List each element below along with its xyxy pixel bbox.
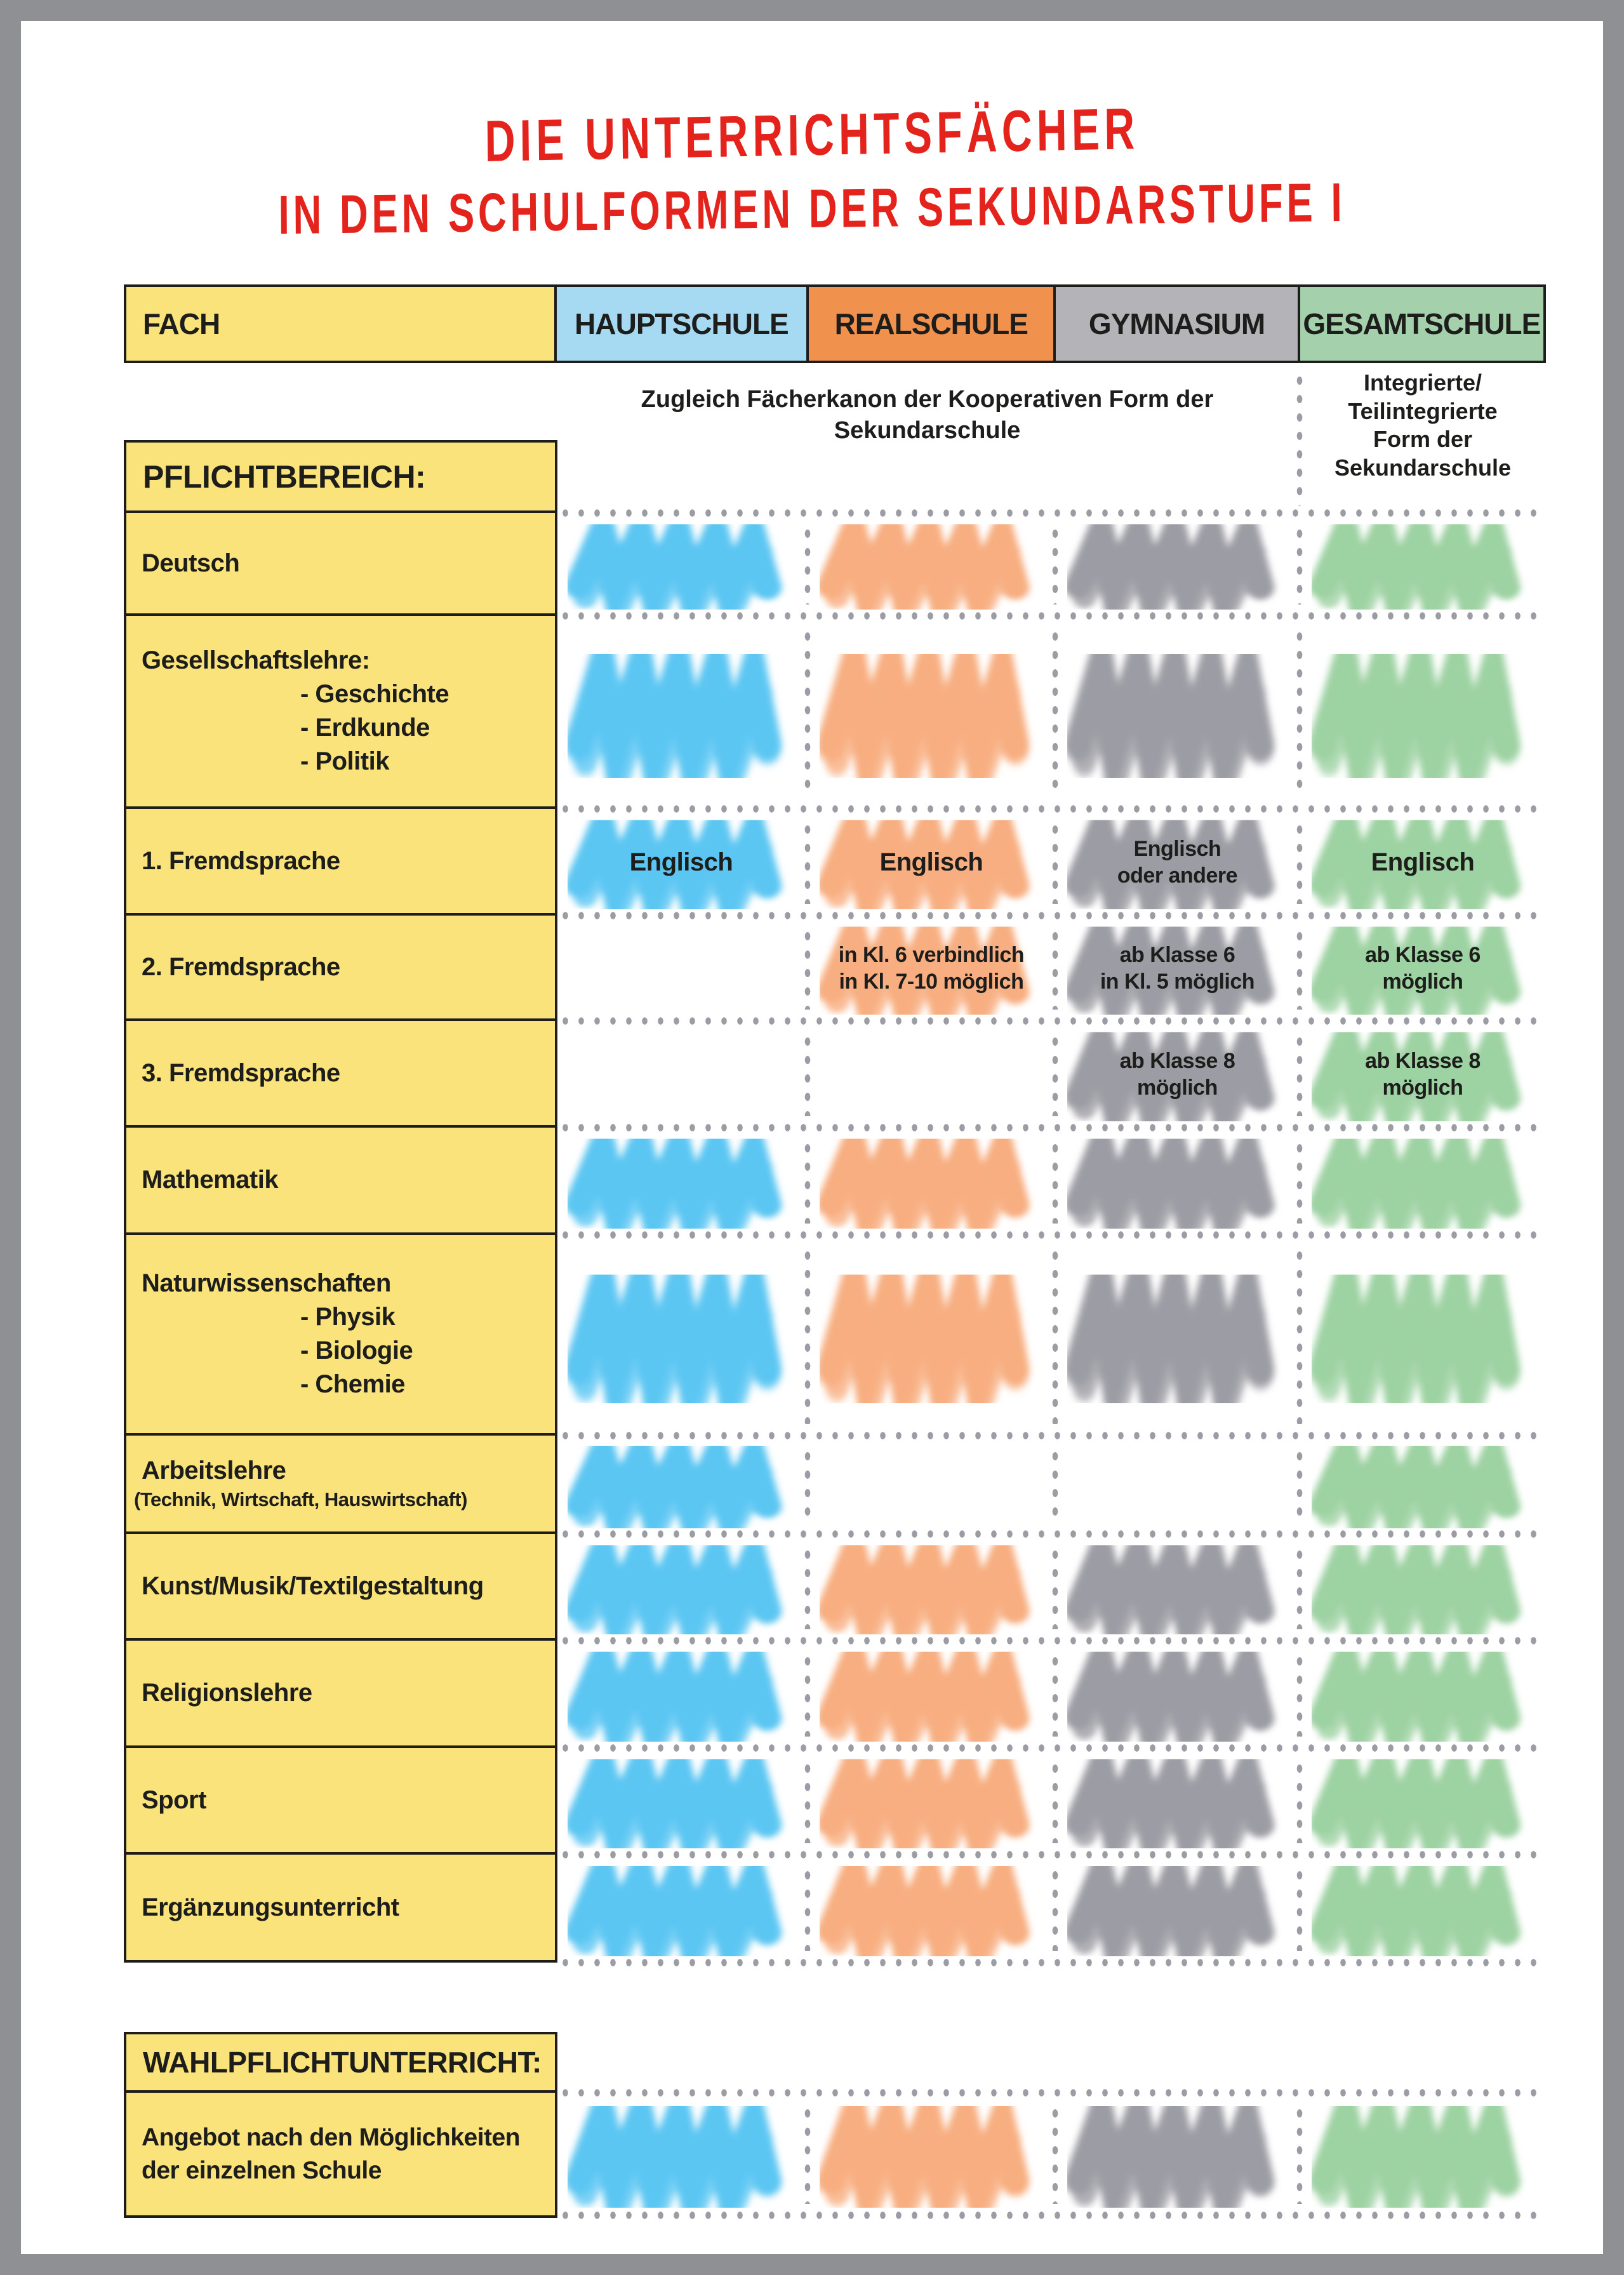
scribble-svg <box>568 1647 795 1742</box>
scribble-mark <box>1067 1540 1288 1634</box>
scribble-svg <box>1312 1754 1533 1848</box>
scribble-svg <box>820 1540 1042 1634</box>
scribble-svg <box>1312 2100 1533 2208</box>
grid-cell <box>808 616 1055 809</box>
subject-label-text: 2. Fremdsprache <box>142 952 340 981</box>
grid-cell <box>555 1748 808 1855</box>
scribble-svg <box>568 1540 795 1634</box>
table-row <box>555 1748 1546 1855</box>
table-row <box>555 809 1546 916</box>
subject-label <box>142 1891 555 1925</box>
header-realschule: REALSCHULE <box>806 284 1056 363</box>
grid-cell <box>808 1021 1055 1128</box>
table-row <box>555 2093 1546 2215</box>
cell-text <box>1300 916 1546 1021</box>
dotted-line-vertical <box>1049 1545 1061 1629</box>
cell-text <box>1055 916 1300 1021</box>
dotted-line-horizontal <box>557 507 1543 519</box>
section-wahlpflichtunterricht: WAHLPFLICHTUNTERRICHT: <box>124 2032 557 2093</box>
table-row <box>555 1021 1546 1128</box>
table-header-row <box>124 284 1546 363</box>
subject-label-text: Religionslehre <box>142 1679 312 1707</box>
dotted-line-vertical <box>1049 1866 1061 1951</box>
grid-cell <box>1300 1748 1546 1855</box>
grid-cell <box>1055 1235 1300 1436</box>
wahlpflicht-column <box>124 2032 557 2218</box>
scribble-svg <box>568 1861 795 1956</box>
scribble-mark <box>820 647 1042 778</box>
scribble-mark <box>1312 1861 1533 1956</box>
subject-subitem: - Politik <box>300 747 389 775</box>
scribble-svg <box>568 647 795 778</box>
subject-label-text: Gesellschaftslehre: <box>142 646 370 675</box>
grid-cell <box>808 1128 1055 1235</box>
subject-cell <box>124 1235 557 1436</box>
grid-cell <box>555 1128 808 1235</box>
grid-cell <box>1055 1436 1300 1534</box>
scribble-svg <box>1067 1647 1288 1742</box>
header-hauptschule: HAUPTSCHULE <box>554 284 809 363</box>
header-fach: FACH <box>124 284 557 363</box>
dotted-line-vertical <box>1049 1652 1061 1737</box>
dotted-line-vertical <box>1294 627 1305 797</box>
scribble-mark <box>820 1861 1042 1956</box>
scribble-svg <box>1312 1267 1533 1404</box>
cell-text-line: in Kl. 5 möglich <box>1100 970 1255 994</box>
subject-label <box>142 1784 555 1817</box>
grid-cell <box>1300 513 1546 616</box>
cell-text-line: Englisch <box>1371 848 1475 876</box>
scribble-svg <box>820 1267 1042 1404</box>
scribble-svg <box>1312 1134 1533 1229</box>
cell-text-line: möglich <box>1382 1076 1463 1100</box>
cell-text-line: Englisch <box>879 848 983 876</box>
scribble-svg <box>820 1647 1042 1742</box>
scribble-svg <box>1067 2100 1288 2208</box>
scribble-mark <box>568 647 795 778</box>
grid-cell <box>808 1436 1055 1534</box>
subject-label-text: 1. Fremdsprache <box>142 846 340 875</box>
dotted-line-vertical <box>1294 1246 1305 1424</box>
grid-cell <box>1300 1128 1546 1235</box>
cell-text-line: ab Klasse 6 <box>1119 942 1235 967</box>
dotted-line-vertical <box>802 1447 813 1523</box>
scribble-mark <box>1312 1540 1533 1634</box>
subject-cell <box>124 809 557 916</box>
subject-column <box>124 440 557 1963</box>
grid-cell <box>1055 1748 1300 1855</box>
scribble-mark <box>1312 2100 1533 2208</box>
grid-cell <box>1300 2093 1546 2215</box>
grid-cell <box>808 1534 1055 1641</box>
page-background <box>21 21 1603 2254</box>
scribble-mark <box>820 519 1042 610</box>
scribble-mark <box>568 1861 795 1956</box>
scribble-mark <box>568 2100 795 2208</box>
scribble-mark <box>1067 1754 1288 1848</box>
scribble-mark <box>568 1647 795 1742</box>
subject-subitem: - Biologie <box>300 1337 413 1364</box>
scribble-svg <box>1312 1540 1533 1634</box>
grid-cell <box>555 1436 808 1534</box>
scribble-mark <box>1312 1134 1533 1229</box>
table-row <box>555 1641 1546 1748</box>
note-kooperative-form <box>555 384 1300 446</box>
cell-text <box>1055 1021 1300 1128</box>
grid-cell <box>808 1641 1055 1748</box>
title-line-2: IN DEN SCHULFORMEN DER SEKUNDARSTUFE I <box>278 171 1346 246</box>
grid-cell <box>1055 1855 1300 1963</box>
dotted-line-vertical <box>1049 1246 1061 1424</box>
grid-cell <box>555 616 808 809</box>
dotted-line-vertical <box>1294 1759 1305 1843</box>
table-row <box>555 616 1546 809</box>
cell-text <box>1300 1021 1546 1128</box>
subject-subitem: - Erdkunde <box>300 714 430 742</box>
scribble-svg <box>1312 647 1533 778</box>
scribble-svg <box>820 647 1042 778</box>
header-gesamtschule: GESAMTSCHULE <box>1298 284 1546 363</box>
subject-cell <box>124 916 557 1021</box>
dotted-line-vertical <box>1049 627 1061 797</box>
grid-cell <box>1300 616 1546 809</box>
subject-cell <box>124 1021 557 1128</box>
scribble-svg <box>1067 519 1288 610</box>
dotted-line-vertical <box>1294 1652 1305 1737</box>
grid-cell <box>1055 1021 1300 1128</box>
cell-text-line: möglich <box>1382 970 1463 994</box>
subject-label-text: Mathematik <box>142 1166 279 1194</box>
subject-label <box>142 1454 555 1488</box>
table-row <box>555 513 1546 616</box>
grid-cell <box>555 513 808 616</box>
scribble-mark <box>1067 1267 1288 1404</box>
note-integrierte-line: Teilintegrierte <box>1348 397 1498 424</box>
grid-cell <box>555 809 808 916</box>
scribble-mark <box>1067 1861 1288 1956</box>
scribble-svg <box>1067 1754 1288 1848</box>
scribble-svg <box>820 2100 1042 2208</box>
scribble-mark <box>1312 1647 1533 1742</box>
grid-cell <box>808 1748 1055 1855</box>
subject-label <box>142 1570 555 1603</box>
cell-text <box>1055 809 1300 916</box>
dotted-line-vertical <box>802 1759 813 1843</box>
dotted-line-vertical <box>802 1866 813 1951</box>
scribble-svg <box>568 519 795 610</box>
grid-cell <box>555 1641 808 1748</box>
scribble-mark <box>1067 519 1288 610</box>
grid-cell <box>808 1855 1055 1963</box>
scribble-mark <box>1312 519 1533 610</box>
scribble-mark <box>568 1754 795 1848</box>
dotted-line-vertical <box>802 524 813 604</box>
note-integrierte-line: Integrierte/ <box>1363 370 1482 396</box>
scribble-mark <box>820 1267 1042 1404</box>
table-row <box>555 1128 1546 1235</box>
grid-cell <box>555 1534 808 1641</box>
subject-label-text: Naturwissenschaften <box>142 1269 391 1298</box>
scribble-svg <box>1312 1647 1533 1742</box>
scribble-mark <box>1312 1754 1533 1848</box>
cell-text-line: ab Klasse 8 <box>1365 1048 1481 1073</box>
dotted-line-vertical <box>1294 1545 1305 1629</box>
title-line-1: DIE UNTERRICHTSFÄCHER <box>484 97 1140 174</box>
grid-cell <box>555 916 808 1021</box>
dotted-line-vertical <box>1049 1447 1061 1523</box>
scribble-mark <box>568 1540 795 1634</box>
subject-cell <box>124 1748 557 1855</box>
scribble-svg <box>568 1267 795 1404</box>
scribble-mark <box>568 519 795 610</box>
wahlpflicht-label-line: der einzelnen Schule <box>142 2156 382 2184</box>
table-row <box>555 916 1546 1021</box>
subject-label-text: Kunst/Musik/Textilgestaltung <box>142 1571 484 1600</box>
grid-cell <box>1055 513 1300 616</box>
dotted-line-vertical <box>802 1139 813 1224</box>
subject-label <box>142 951 555 984</box>
grid-cell <box>1055 809 1300 916</box>
grid-cell <box>1055 1534 1300 1641</box>
dotted-line-vertical <box>802 1032 813 1116</box>
scribble-mark <box>1067 2100 1288 2208</box>
scribble-svg <box>1067 647 1288 778</box>
subject-label-text: Arbeitslehre <box>142 1456 286 1484</box>
scribble-svg <box>568 1754 795 1848</box>
scribble-mark <box>1312 1441 1533 1528</box>
cell-text-line: in Kl. 7-10 möglich <box>839 970 1024 994</box>
subject-note: (Technik, Wirtschaft, Hauswirtschaft) <box>134 1488 467 1511</box>
subject-cell <box>124 513 557 616</box>
grid-cell <box>555 1855 808 1963</box>
subject-subitem: - Chemie <box>300 1370 405 1398</box>
cell-text-line: ab Klasse 6 <box>1365 942 1481 967</box>
grid-cell <box>1300 1235 1546 1436</box>
subject-label-text: 3. Fremdsprache <box>142 1058 340 1087</box>
dotted-line-vertical <box>802 1545 813 1629</box>
dotted-line-vertical <box>1294 1447 1305 1523</box>
marks-grid <box>555 513 1546 1963</box>
scribble-mark <box>568 1267 795 1404</box>
dotted-line-vertical <box>1294 1139 1305 1224</box>
grid-cell <box>1300 916 1546 1021</box>
note-integrierte-form <box>1300 369 1546 483</box>
grid-cell <box>808 513 1055 616</box>
grid-cell <box>1300 1641 1546 1748</box>
subject-label-text: Sport <box>142 1785 206 1814</box>
note-kooperative-line: Zugleich Fächerkanon der Kooperativen Form der <box>641 386 1214 413</box>
scribble-mark <box>820 2100 1042 2208</box>
table-row <box>555 1855 1546 1963</box>
dotted-line-vertical <box>1049 1139 1061 1224</box>
subject-label-text: Ergänzungsunterricht <box>142 1893 399 1921</box>
grid-cell <box>1055 1128 1300 1235</box>
subject-subitem: - Geschichte <box>300 680 449 709</box>
scribble-svg <box>1067 1134 1288 1229</box>
dotted-line-vertical <box>802 627 813 797</box>
wahlpflicht-label-cell <box>124 2093 557 2218</box>
cell-text-line: oder andere <box>1117 864 1237 888</box>
subject-label <box>142 1163 555 1197</box>
subject-label-text: Deutsch <box>142 549 240 577</box>
subject-cell <box>124 1534 557 1641</box>
cell-text <box>808 809 1055 916</box>
dotted-line-vertical <box>802 1652 813 1737</box>
scribble-svg <box>820 519 1042 610</box>
subject-label <box>142 547 555 580</box>
subject-label <box>142 844 555 878</box>
section-pflichtbereich: PFLICHTBEREICH: <box>124 440 557 513</box>
dotted-line-vertical <box>802 2104 813 2204</box>
dotted-line-vertical <box>802 1246 813 1424</box>
scribble-svg <box>1312 519 1533 610</box>
dotted-line-vertical <box>1049 2104 1061 2204</box>
grid-cell <box>555 2093 808 2215</box>
grid-cell <box>1300 1855 1546 1963</box>
subject-cell <box>124 1436 557 1534</box>
cell-text-line: ab Klasse 8 <box>1119 1048 1235 1073</box>
grid-cell <box>555 1021 808 1128</box>
grid-cell <box>1055 2093 1300 2215</box>
grid-cell <box>808 2093 1055 2215</box>
dotted-line-vertical <box>1294 2104 1305 2204</box>
scribble-mark <box>1312 1267 1533 1404</box>
scribble-svg <box>1067 1267 1288 1404</box>
grid-cell <box>1300 1534 1546 1641</box>
grid-cell <box>1300 1436 1546 1534</box>
scribble-mark <box>820 1647 1042 1742</box>
scribble-mark <box>820 1540 1042 1634</box>
scribble-mark <box>1312 647 1533 778</box>
grid-cell <box>1055 916 1300 1021</box>
grid-cell <box>808 916 1055 1021</box>
table-row <box>555 1235 1546 1436</box>
cell-text-line: Englisch <box>629 848 733 876</box>
subject-cell <box>124 1128 557 1235</box>
subject-label <box>142 1676 555 1710</box>
dotted-line-vertical <box>1049 524 1061 604</box>
scribble-svg <box>1067 1861 1288 1956</box>
scribble-mark <box>820 1754 1042 1848</box>
cell-text-line: in Kl. 6 verbindlich <box>838 942 1025 967</box>
cell-text <box>555 809 808 916</box>
cell-text-line: Englisch <box>1133 836 1221 861</box>
scribble-svg <box>820 1134 1042 1229</box>
header-gymnasium: GYMNASIUM <box>1053 284 1300 363</box>
note-integrierte-line: Form der <box>1373 426 1473 453</box>
scribble-mark <box>568 1134 795 1229</box>
dotted-line-vertical <box>1294 1866 1305 1951</box>
scribble-svg <box>568 1134 795 1229</box>
scribble-svg <box>1067 1540 1288 1634</box>
subject-label <box>142 1267 555 1300</box>
grid-cell <box>555 1235 808 1436</box>
subject-subitem: - Physik <box>300 1303 396 1331</box>
dotted-line-horizontal <box>557 2086 1543 2099</box>
scribble-mark <box>1067 647 1288 778</box>
scribble-svg <box>820 1861 1042 1956</box>
subject-label <box>142 1057 555 1090</box>
subject-cell <box>124 616 557 809</box>
dotted-line-vertical <box>1049 1759 1061 1843</box>
wahlpflicht-label <box>142 2121 555 2187</box>
dotted-line-vertical <box>1294 524 1305 604</box>
grid-cell <box>808 809 1055 916</box>
poster-title <box>21 97 1603 246</box>
subject-label <box>142 644 555 677</box>
scribble-mark <box>820 1134 1042 1229</box>
table-row <box>555 1534 1546 1641</box>
dotted-divider-notes <box>1294 371 1305 506</box>
grid-cell <box>1055 616 1300 809</box>
wahlpflicht-label-line: Angebot nach den Möglichkeiten <box>142 2124 521 2152</box>
note-kooperative-line: Sekundarschule <box>834 417 1021 444</box>
cell-text <box>1300 809 1546 916</box>
grid-cell <box>1300 809 1546 916</box>
table-row <box>555 1436 1546 1534</box>
cell-text-line: möglich <box>1137 1076 1218 1100</box>
grid-cell <box>808 1235 1055 1436</box>
grid-cell <box>1055 1641 1300 1748</box>
wahlpflicht-marks-grid <box>555 2093 1546 2215</box>
subject-cell <box>124 1641 557 1748</box>
subject-cell <box>124 1855 557 1963</box>
scribble-mark <box>568 1441 795 1528</box>
scribble-svg <box>568 2100 795 2208</box>
scribble-svg <box>1312 1441 1533 1528</box>
scribble-svg <box>820 1754 1042 1848</box>
grid-cell <box>1300 1021 1546 1128</box>
scribble-svg <box>1312 1861 1533 1956</box>
scribble-mark <box>1067 1647 1288 1742</box>
scribble-mark <box>1067 1134 1288 1229</box>
cell-text <box>808 916 1055 1021</box>
scribble-svg <box>568 1441 795 1528</box>
note-integrierte-line: Sekundarschule <box>1334 454 1512 481</box>
